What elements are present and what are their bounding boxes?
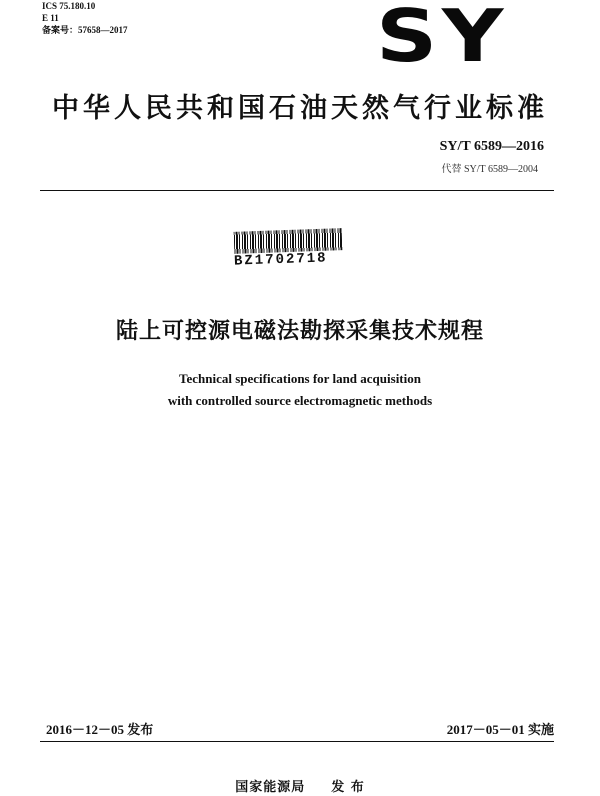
- issue-date: 2016－12－05 发布: [46, 722, 154, 737]
- document-title-chinese: 陆上可控源电磁法勘探采集技术规程: [115, 319, 484, 344]
- ics-code: ICS 75.180.10: [42, 1, 96, 11]
- english-title-line-1: Technical specifications for land acquisition: [179, 371, 421, 386]
- effective-date: 2017－05－01 实施: [446, 722, 554, 737]
- standard-number: SY/T 6589—2016: [439, 139, 544, 154]
- replaces-standard: 代替 SY/T 6589—2004: [441, 164, 538, 175]
- document-title-english: [0, 368, 600, 412]
- classification-block: [42, 0, 128, 36]
- record-number: 备案号：57658—2017: [42, 25, 128, 35]
- sy-logo: SY: [376, 0, 509, 78]
- publisher-action: 发 布: [331, 780, 365, 795]
- organization-title: 中华人民共和国石油天然气行业标准: [52, 93, 548, 124]
- barcode-number: BZ1702718: [233, 250, 328, 270]
- category-code: E 11: [42, 13, 59, 23]
- top-divider: [40, 190, 554, 191]
- publisher-name: 国家能源局: [235, 780, 306, 795]
- publisher-line: [0, 776, 600, 795]
- english-title-line-2: with controlled source electromagnetic methods: [167, 393, 433, 408]
- bottom-divider: [40, 741, 554, 742]
